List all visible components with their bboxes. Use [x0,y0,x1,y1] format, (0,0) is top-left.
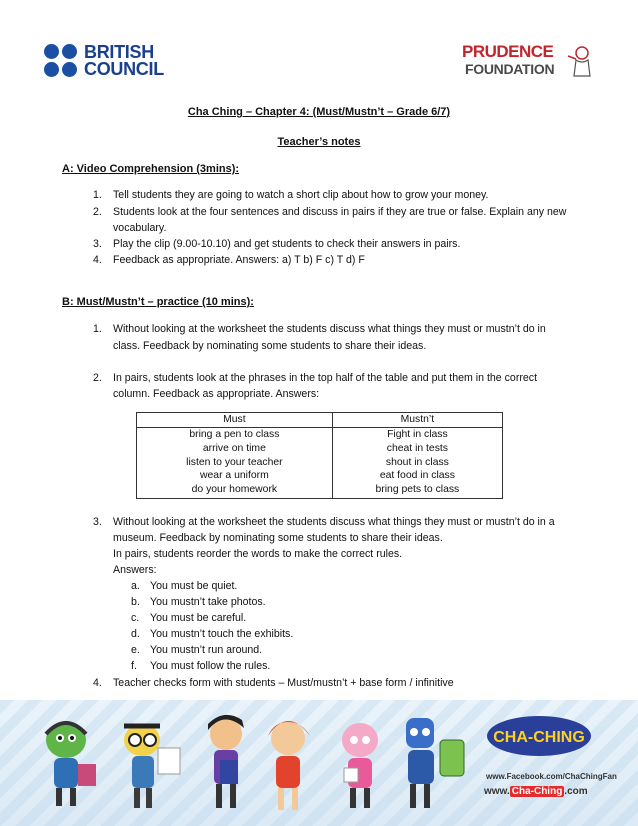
british-council-dots-icon [44,44,78,78]
prudence-figure-icon [566,44,594,78]
mustnt-item: eat food in class [379,470,455,482]
b-item-text: In pairs, students reorder the words to make the correct rules. [113,548,403,560]
b-item-text: column. Feedback as appropriate. Answers: [113,388,320,400]
must-item: arrive on time [202,442,266,454]
answer-letter: b. [131,596,140,608]
b-item-text: class. Feedback by nominating some students to share their ideas. [113,340,427,352]
mustnt-item: Fight in class [387,429,448,440]
b-item-number: 2. [93,372,102,384]
answer-letter: f. [131,660,137,672]
footer-banner [0,700,638,826]
facebook-url: www.Facebook.com/ChaChingFan [486,772,617,781]
red-hair-character-icon [256,712,322,816]
document-subtitle: Teacher’s notes [277,136,361,148]
answer-text: You mustn’t take photos. [150,596,266,608]
bc-logo-line2: COUNCIL [84,59,164,79]
answer-letter: e. [131,644,140,656]
answer-letter: a. [131,580,140,592]
prudence-logo-name: PRUDENCE [462,42,554,61]
must-item: listen to your teacher [186,456,283,468]
must-item: bring a pen to class [189,429,280,440]
blue-robot-character-icon [392,710,468,814]
mustnt-item: bring pets to class [375,484,460,496]
answer-letter: c. [131,612,140,624]
a-item-text: Play the clip (9.00-10.10) and get students to check their answers in pairs. [113,238,461,250]
answer-letter: d. [131,628,140,640]
b-item-text: museum. Feedback by nominating some students to share their ideas. [113,532,443,544]
table-header-must: Must [137,413,333,428]
b-item-number: 3. [93,516,102,528]
a-item-number: 4. [93,254,102,266]
a-item-number: 3. [93,238,102,250]
answer-text: You mustn’t run around. [150,644,263,656]
document-title: Cha Ching – Chapter 4: (Must/Mustn’t – Grade 6/7) [187,106,451,118]
cha-ching-logo-text: CHA-CHING [493,729,585,746]
cha-ching-logo [486,714,592,758]
glasses-character-icon [112,714,184,814]
prudence-foundation-logo [462,42,594,80]
b-item-number: 4. [93,677,102,689]
website-suffix: .com [564,786,588,797]
website-url [484,786,588,797]
must-column [137,428,333,499]
b-item-text: Teacher checks form with students – Must/mustn’t + base form / infinitive [113,677,454,689]
bc-logo-line1: BRITISH [84,42,154,62]
a-item-text: Tell students they are going to watch a short clip about how to grow your money. [113,189,489,201]
prudence-logo-sub: FOUNDATION [465,61,555,77]
a-item-number: 1. [93,189,102,201]
a-item-text: Students look at the four sentences and discuss in pairs if they are true or false. Explain any new [113,206,567,218]
answer-text: You must follow the rules. [150,660,271,672]
mustnt-item: shout in class [385,456,449,468]
b-item-number: 1. [93,323,102,335]
section-a-heading: A: Video Comprehension (3mins): [62,163,240,175]
pink-character-icon [330,714,390,814]
must-item: wear a uniform [200,470,269,482]
green-character-icon [36,712,106,812]
must-mustnt-table [136,412,503,499]
a-item-text: Feedback as appropriate. Answers: a) T b) F c) T d) F [113,254,365,266]
mustnt-column [332,428,502,499]
mustnt-item: cheat in tests [386,442,448,454]
website-prefix: www. [484,786,510,797]
b-item-text: Without looking at the worksheet the students discuss what things they must or mustn’t do in a [113,516,555,528]
b-item-text: Without looking at the worksheet the students discuss what things they must or mustn’t do in [113,323,546,335]
answer-text: You must be careful. [150,612,247,624]
website-highlight: Cha-Ching [511,786,563,797]
dark-hair-character-icon [194,710,256,814]
b-item-text: In pairs, students look at the phrases in the top half of the table and put them in the correct [113,372,538,384]
table-header-mustnt: Mustn’t [332,413,502,428]
answer-text: You mustn’t touch the exhibits. [150,628,294,640]
british-council-logo [44,44,164,78]
must-item: do your homework [191,484,278,496]
a-item-number: 2. [93,206,102,218]
b-item-text: Answers: [113,564,157,576]
section-b-heading: B: Must/Mustn’t – practice (10 mins): [62,296,254,308]
answer-text: You must be quiet. [150,580,238,592]
a-item-text: vocabulary. [113,222,167,234]
